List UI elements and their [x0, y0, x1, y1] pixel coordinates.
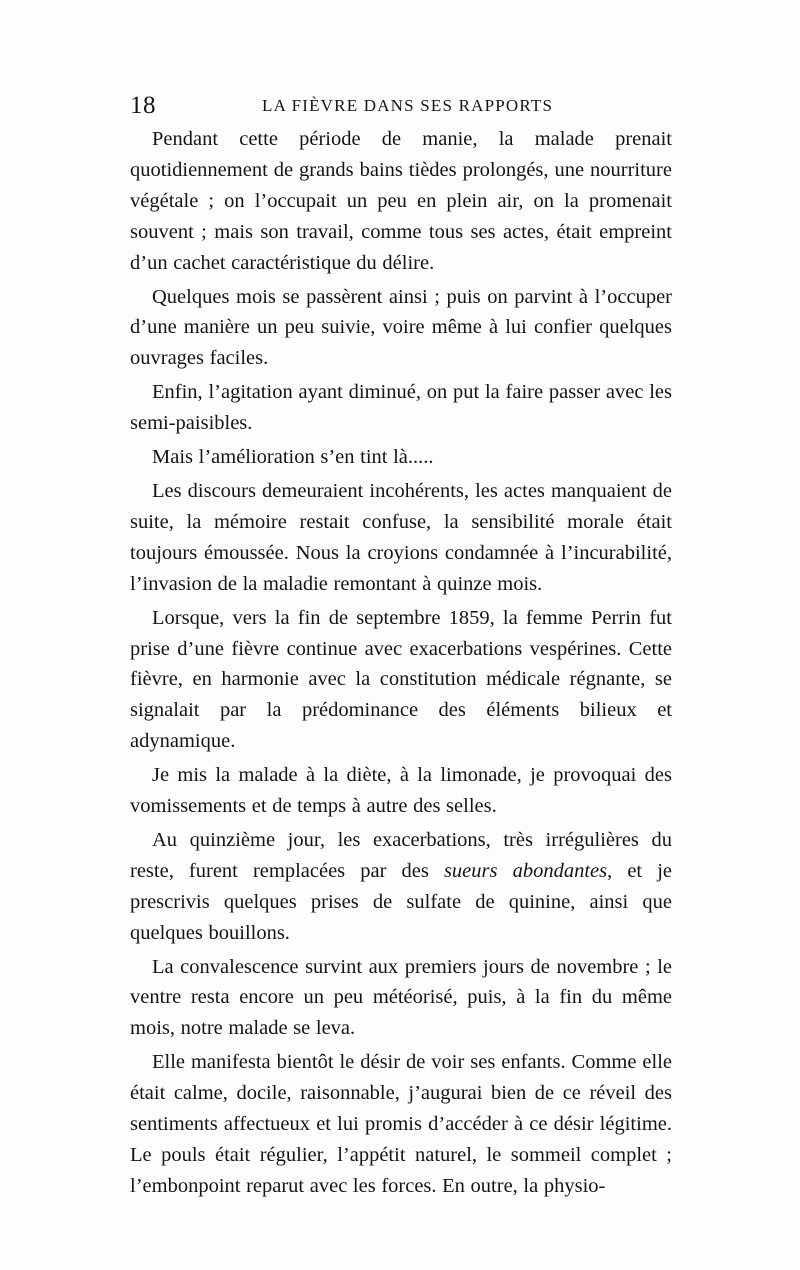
emphasized-text: sueurs abondantes: [443, 859, 608, 882]
page-number: 18: [130, 92, 156, 119]
paragraph-text-start: Au quinzième jour, les exacerbations, très irrégulières du reste, furent remplacées par des: [130, 828, 672, 882]
body-text: [130, 124, 672, 1202]
paragraph-text-end: , et je prescrivis quelques prises de sulfate de quinine, ainsi que quelques bouillons.: [130, 859, 672, 944]
paragraph: Quelques mois se passèrent ainsi ; puis on parvint à l’occuper d’une manière un peu suivie, voire même à lui confier quelques ouvrages faciles.: [130, 285, 672, 370]
paragraph: Pendant cette période de manie, la malade prenait quotidiennement de grands bains tièdes prolongés, une nourriture végétale ; on l’occupait un peu en plein air, on la promenait souvent ; mais son travail, comme tous ses actes, était empreint d’un cachet caractéristique du délire.: [130, 128, 672, 274]
paragraph: Elle manifesta bientôt le désir de voir ses enfants. Comme elle était calme, docile, raisonnable, j’augurai bien de ce réveil des sentiments affectueux et lui promis d’accéder à ce désir légitime. Le pouls était régulier, l’appétit naturel, le sommeil complet ; l’embonpoint reparut avec les forces. En outre, la physio-: [130, 1051, 672, 1197]
paragraph: Je mis la malade à la diète, à la limonade, je provoquai des vomissements et de temps à autre des selles.: [130, 764, 672, 818]
paragraph: Enfin, l’agitation ayant diminué, on put la faire passer avec les semi-paisibles.: [130, 381, 672, 435]
paragraph: La convalescence survint aux premiers jours de novembre ; le ventre resta encore un peu météorisé, puis, à la fin du même mois, notre malade se leva.: [130, 955, 672, 1040]
paragraph: Lorsque, vers la fin de septembre 1859, la femme Perrin fut prise d’une fièvre continue avec exacerbations vespérines. Cette fièvre, en harmonie avec la constitution médicale régnante, se signalait par la prédominance des éléments bilieux et adynamique.: [130, 606, 672, 753]
running-title: LA FIÈVRE DANS SES RAPPORTS: [262, 96, 554, 115]
paragraph: [130, 825, 672, 949]
paragraph: Les discours demeuraient incohérents, les actes manquaient de suite, la mémoire restait confuse, la sensibilité morale était toujours émoussée. Nous la croyions condamnée à l’incurabilité, l’invasion de la maladie remontant à quinze mois.: [130, 479, 672, 595]
running-head: [130, 92, 672, 122]
paragraph: Mais l’amélioration s’en tint là.....: [152, 446, 434, 469]
